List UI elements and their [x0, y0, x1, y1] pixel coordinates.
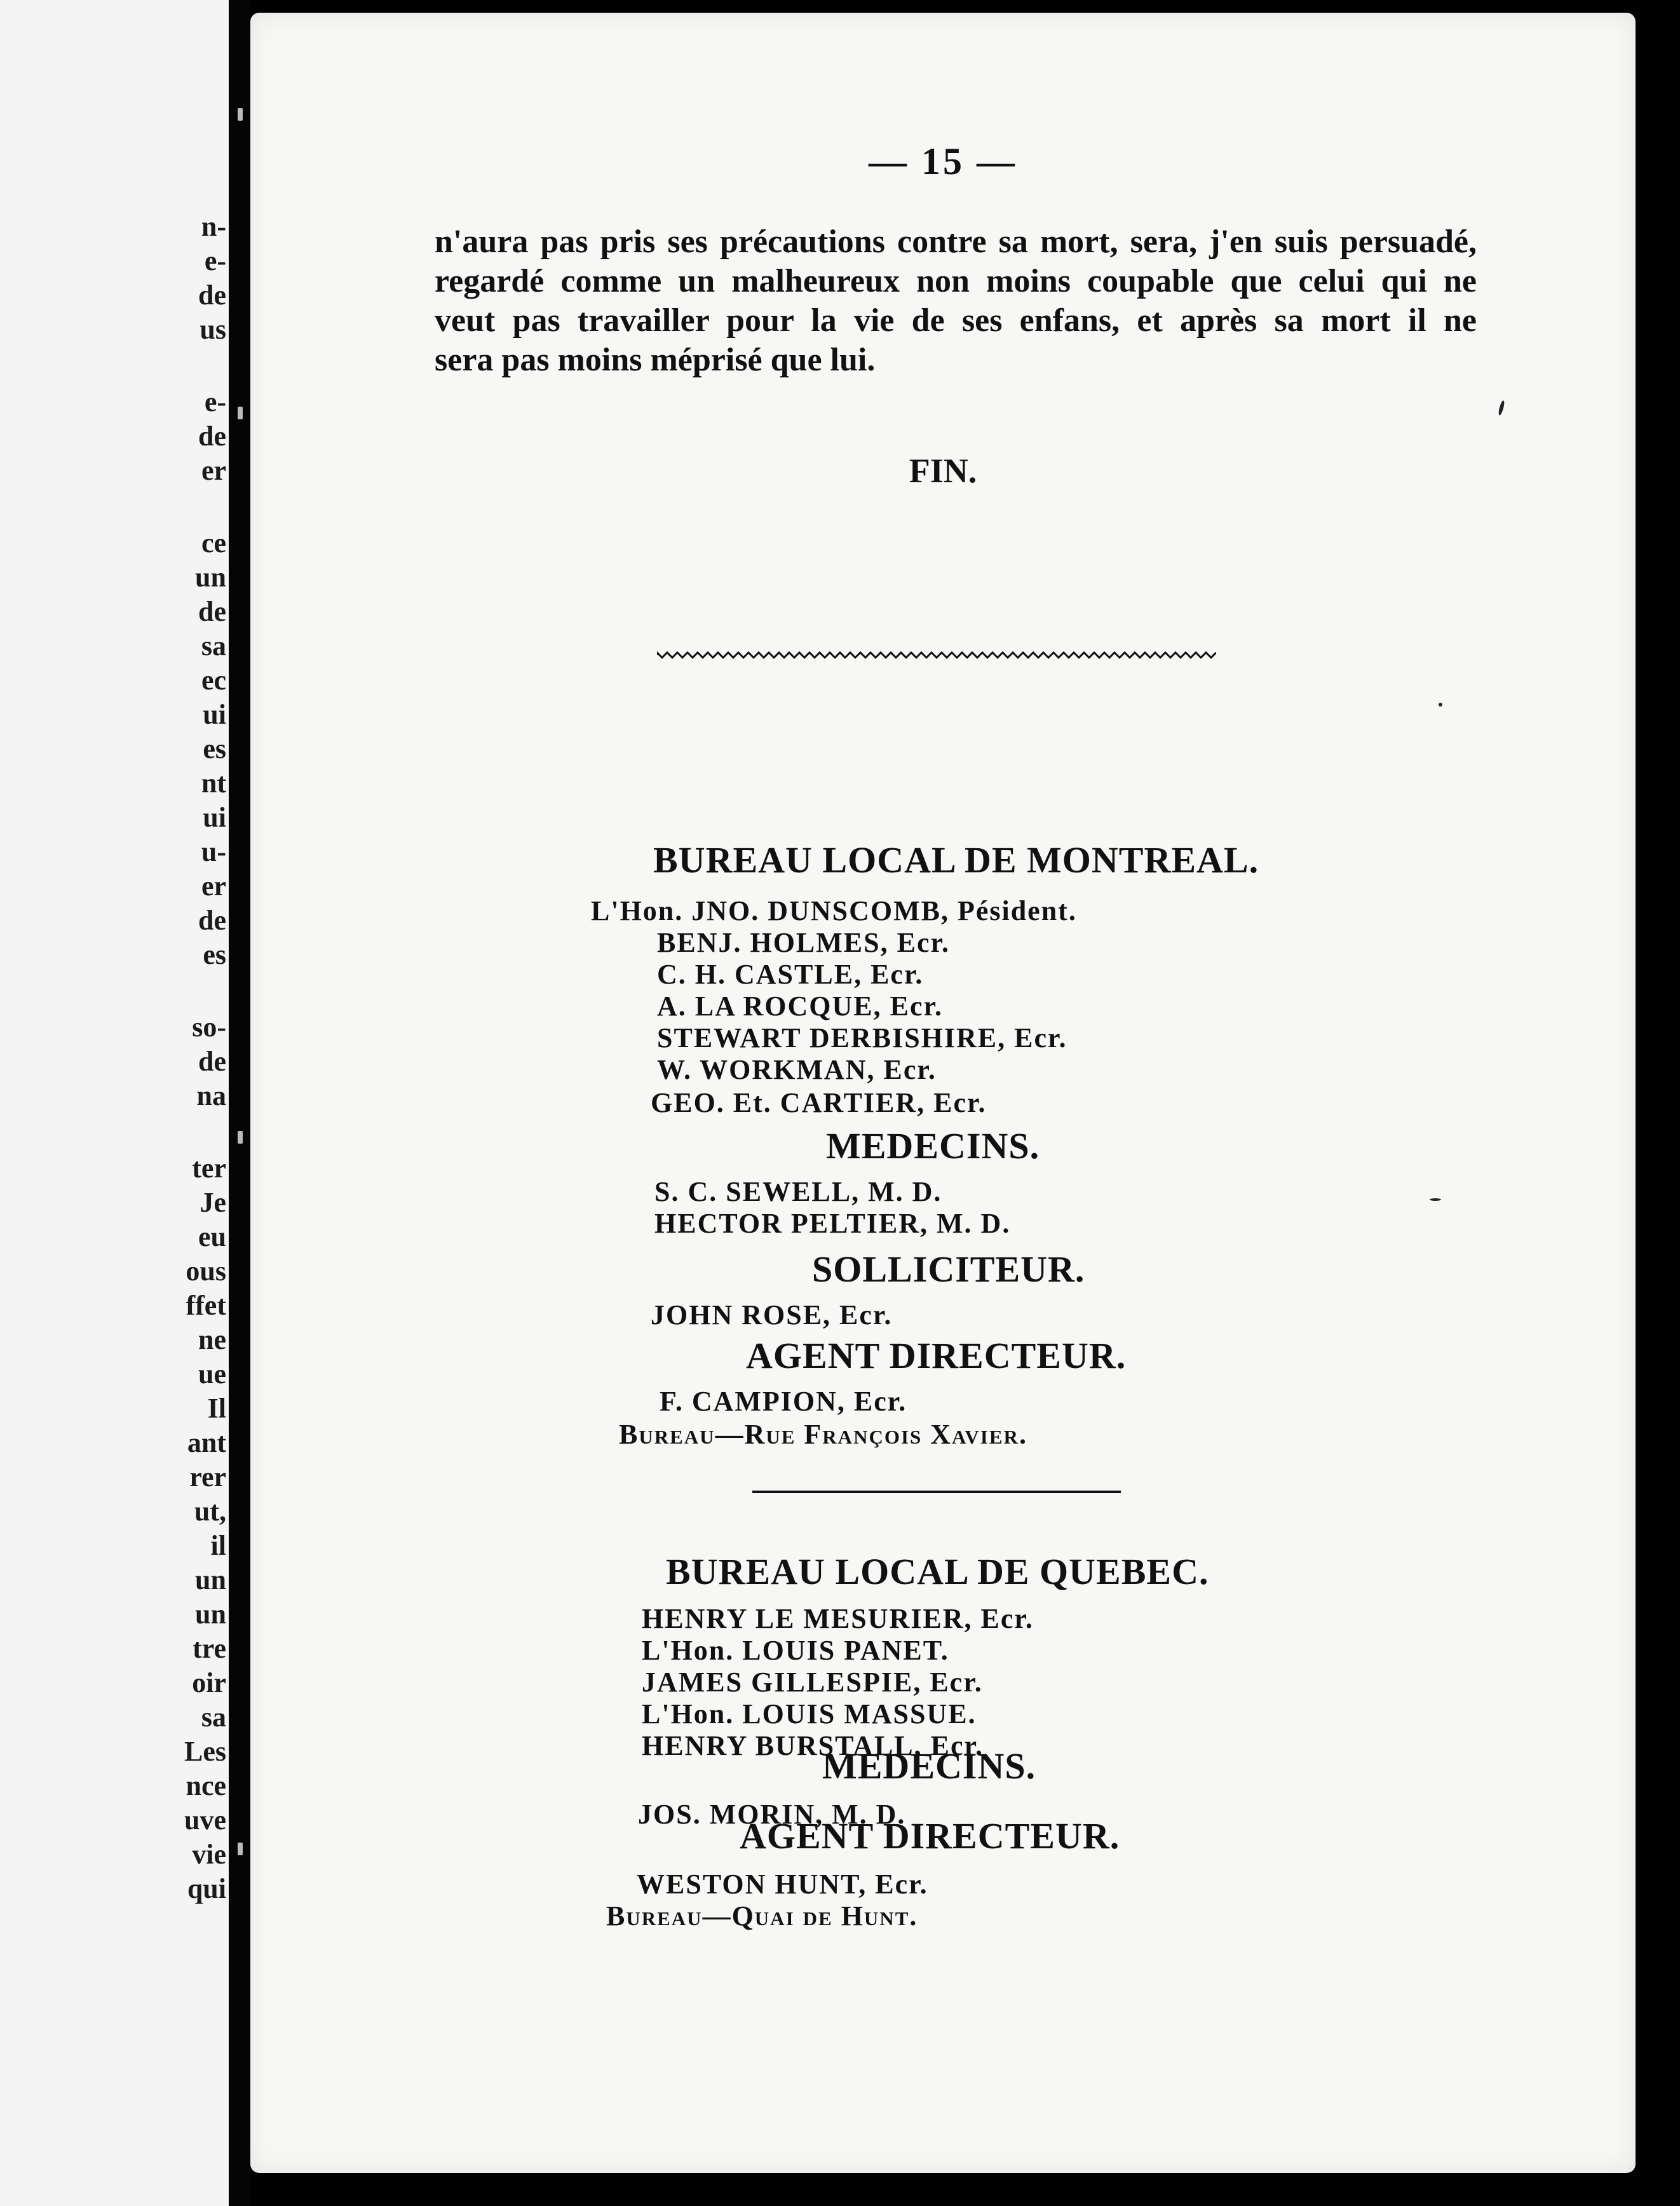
facing-page-fragment-line: uve — [184, 1804, 226, 1836]
binding-mark — [238, 1843, 243, 1855]
quebec-member: JAMES GILLESPIE, Ecr. — [642, 1667, 983, 1698]
facing-page-fragment-line: n- — [201, 211, 226, 242]
facing-page-fragment-line: ui — [203, 699, 226, 730]
facing-page-fragment-line: un — [195, 1564, 226, 1595]
facing-page-fragment-line: sa — [201, 630, 226, 661]
wavy-divider — [657, 649, 1216, 661]
facing-page-fragment-line: eu — [198, 1221, 226, 1252]
montreal-bureau-address: Bureau—Rue François Xavier. — [619, 1419, 1027, 1450]
quebec-member: L'Hon. LOUIS MASSUE. — [642, 1698, 977, 1729]
quebec-agent-heading: AGENT DIRECTEUR. — [740, 1815, 1120, 1857]
facing-page-fragment-line: de — [198, 280, 226, 311]
facing-page-fragment-line: na — [196, 1080, 226, 1111]
facing-page-fragment-line: us — [200, 314, 226, 345]
montreal-president: L'Hon. JNO. DUNSCOMB, Pésident. — [591, 895, 1077, 926]
montreal-medecin: S. C. SEWELL, M. D. — [654, 1176, 942, 1207]
montreal-agent-heading: AGENT DIRECTEUR. — [746, 1335, 1127, 1376]
paragraph-line: veut pas travailler pour la vie de ses enfans, et après sa mort il ne — [435, 302, 1477, 339]
montreal-member: W. WORKMAN, Ecr. — [657, 1054, 937, 1085]
facing-page-fragment-line — [99, 488, 226, 526]
montreal-member: GEO. Et. CARTIER, Ecr. — [651, 1087, 987, 1118]
facing-page-fragment-line: il — [210, 1530, 226, 1561]
facing-page-fragment-line: vie — [192, 1839, 226, 1870]
montreal-member: C. H. CASTLE, Ecr. — [657, 959, 924, 990]
facing-page-fragment-line: ue — [198, 1358, 226, 1390]
facing-page-fragment-line — [99, 347, 226, 385]
montreal-heading: BUREAU LOCAL DE MONTREAL. — [653, 839, 1259, 881]
facing-page-fragment-line: e- — [204, 245, 226, 276]
montreal-member: STEWART DERBISHIRE, Ecr. — [657, 1022, 1067, 1053]
ink-speck — [1439, 703, 1442, 707]
montreal-solliciteur-heading: SOLLICITEUR. — [812, 1248, 1085, 1290]
facing-page-fragment-line: sa — [201, 1702, 226, 1733]
page-number: — 15 — — [869, 140, 1017, 182]
quebec-member: HENRY BURSTALL, Ecr. — [642, 1730, 984, 1761]
facing-page-fragment — [0, 0, 229, 2206]
montreal-agent: F. CAMPION, Ecr. — [660, 1386, 907, 1417]
facing-page-fragment-line — [99, 1113, 226, 1151]
facing-page-fragment-line: ous — [186, 1255, 226, 1287]
paragraph-line: regardé comme un malheureux non moins coupable que celui qui ne — [435, 263, 1477, 299]
quebec-heading: BUREAU LOCAL DE QUEBEC. — [666, 1551, 1209, 1592]
facing-page-fragment-line: so- — [192, 1012, 226, 1043]
facing-page-fragment-line: ne — [198, 1324, 226, 1355]
binding-mark — [238, 407, 243, 419]
facing-page-fragment-line: nce — [186, 1770, 226, 1801]
montreal-member: BENJ. HOLMES, Ecr. — [657, 927, 950, 958]
facing-page-fragment-line: ter — [192, 1153, 226, 1184]
document-page — [250, 13, 1636, 2173]
montreal-medecin: HECTOR PELTIER, M. D. — [654, 1208, 1011, 1239]
facing-page-fragment-line: ant — [187, 1427, 226, 1458]
book-spine — [229, 0, 250, 2206]
quebec-medecins-heading: MEDECINS. — [822, 1745, 1036, 1787]
section-divider — [752, 1491, 1121, 1493]
facing-page-fragment-line: de — [198, 421, 226, 452]
facing-page-fragment-line: er — [201, 455, 226, 486]
facing-page-fragment-line: er — [201, 870, 226, 902]
facing-page-fragment-line: ffet — [186, 1290, 226, 1321]
facing-page-fragment-line: e- — [204, 386, 226, 417]
facing-page-fragment-line: ce — [201, 527, 226, 558]
quebec-medecin: JOS. MORIN, M. D. — [638, 1799, 906, 1830]
facing-page-fragment-line — [99, 972, 226, 1010]
facing-page-fragment-line: ut, — [194, 1496, 226, 1527]
facing-page-fragment-line: es — [203, 733, 226, 764]
paragraph-line: sera pas moins méprisé que lui. — [435, 342, 876, 378]
facing-page-fragment-line: es — [203, 939, 226, 970]
closing-paragraph — [435, 222, 1477, 380]
facing-page-fragment-line: qui — [187, 1873, 226, 1904]
ink-speck — [1430, 1198, 1441, 1201]
montreal-member: A. LA ROCQUE, Ecr. — [657, 991, 943, 1022]
facing-page-fragment-line: Je — [200, 1187, 226, 1218]
facing-page-fragment-line: u- — [201, 836, 226, 867]
binding-mark — [238, 1131, 243, 1144]
facing-page-fragment-line: rer — [189, 1461, 226, 1492]
facing-page-fragment-line: Il — [207, 1393, 226, 1424]
facing-page-fragment-line: ec — [201, 665, 226, 696]
paragraph-line: n'aura pas pris ses précautions contre sa mort, sera, j'en suis persuadé, — [435, 224, 1477, 260]
facing-page-fragment-line: Les — [184, 1736, 226, 1767]
quebec-member: L'Hon. LOUIS PANET. — [642, 1635, 949, 1666]
quebec-bureau-address: Bureau—Quai de Hunt. — [606, 1900, 918, 1932]
facing-page-fragment-line: tre — [193, 1633, 226, 1664]
facing-page-fragment-line: ui — [203, 802, 226, 833]
quebec-member: HENRY LE MESURIER, Ecr. — [642, 1603, 1034, 1634]
facing-page-fragment-line: un — [195, 1599, 226, 1630]
binding-mark — [238, 108, 243, 121]
facing-page-fragment-line: de — [198, 905, 226, 936]
facing-page-fragment-line: de — [198, 596, 226, 627]
facing-page-fragment-line: un — [195, 562, 226, 593]
montreal-medecins-heading: MEDECINS. — [826, 1125, 1040, 1167]
facing-page-text — [99, 210, 226, 1906]
quebec-agent: WESTON HUNT, Ecr. — [637, 1869, 928, 1900]
facing-page-fragment-line: oir — [192, 1667, 226, 1698]
ink-speck — [1498, 400, 1505, 416]
montreal-solliciteur: JOHN ROSE, Ecr. — [651, 1299, 893, 1330]
facing-page-fragment-line: de — [198, 1046, 226, 1077]
fin-label: FIN. — [909, 452, 977, 490]
facing-page-fragment-line: nt — [201, 768, 226, 799]
